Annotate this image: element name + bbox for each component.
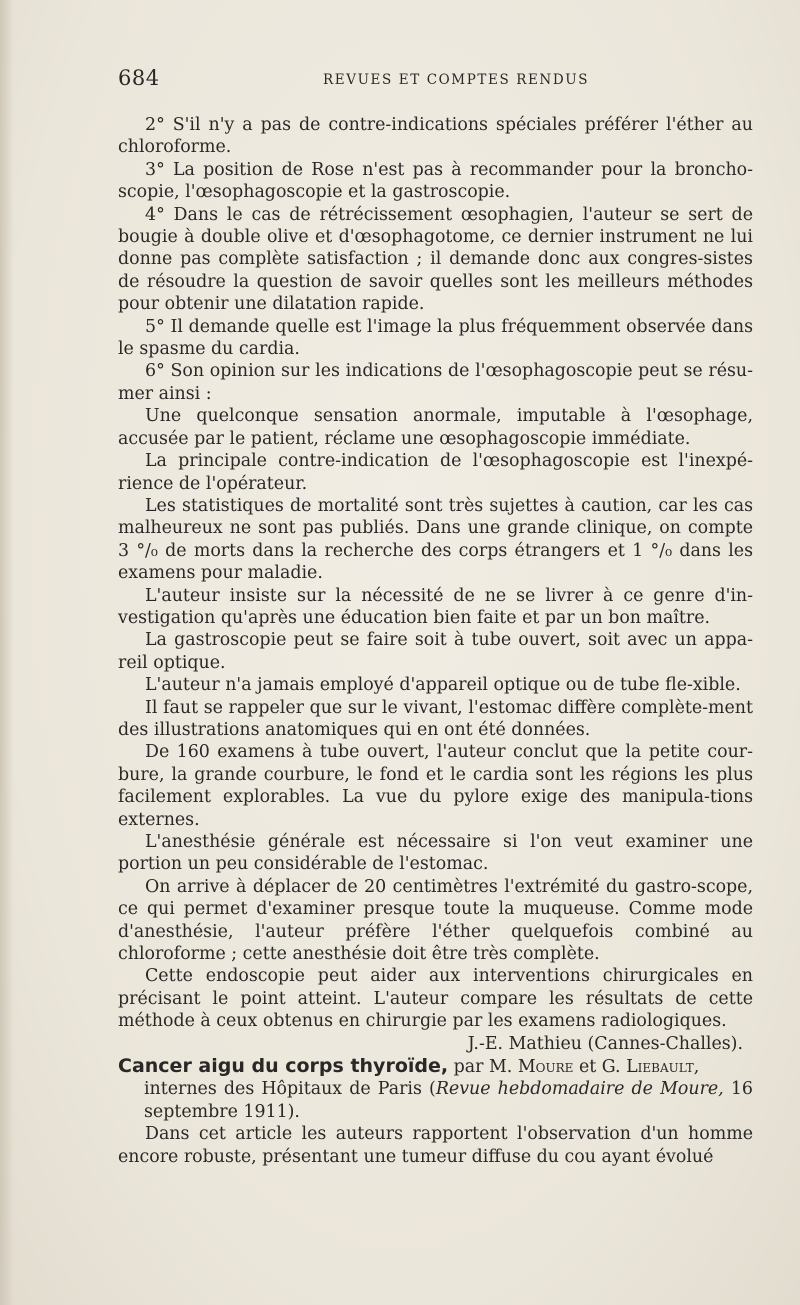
- article-body: [118, 114, 753, 1168]
- page-header: [118, 66, 748, 96]
- paragraph: Une quelconque sensation anormale, imputable à l'œsophage, accusée par le patient, réclame une œsophagoscopie immédiate.: [118, 406, 753, 449]
- paragraph: Les statistiques de mortalité sont très sujettes à caution, car les cas malheureux ne sont pas publiés. Dans une grande clinique, on compte 3 °/₀ de morts dans la recherche des corps étrangers et 1 °/₀ dans les examens pour maladie.: [118, 495, 753, 584]
- paragraph: Il faut se rappeler que sur le vivant, l'estomac diffère complète-ment des illustrations anatomiques qui en ont été données.: [118, 697, 753, 740]
- paragraph: L'anesthésie générale est nécessaire si l'on veut examiner une portion un peu considérable de l'estomac.: [118, 832, 753, 875]
- review-date: 16 septembre 1911).: [144, 1079, 753, 1122]
- paragraph: Cette endoscopie peut aider aux interventions chirurgicales en précisant le point atteint. L'auteur compare les résultats de cette méthode à ceux obtenus en chirurgie par les examens radiologiques.: [118, 966, 753, 1032]
- paragraph: 6° Son opinion sur les indications de l'œsophagoscopie peut se résu-mer ainsi :: [118, 361, 753, 404]
- review-author-2: G. Liebault,: [601, 1057, 700, 1078]
- review-affiliation: internes des Hôpitaux de Paris (: [144, 1079, 436, 1100]
- author-signature: J.-E. Mathieu (Cannes-Challes).: [467, 1033, 743, 1054]
- paragraph: 5° Il demande quelle est l'image la plus fréquemment observée dans le spasme du cardia.: [118, 316, 753, 360]
- review-and: et: [578, 1057, 597, 1078]
- running-head: REVUES ET COMPTES RENDUS: [323, 72, 590, 88]
- paragraph: 3° La position de Rose n'est pas à recommander pour la broncho-scopie, l'œsophagoscopie et la gastroscopie.: [118, 159, 753, 203]
- review-title: Cancer aigu du corps thyroïde,: [118, 1055, 449, 1078]
- paragraph: 2° S'il n'y a pas de contre-indications spéciales préférer l'éther au chloroforme.: [118, 115, 753, 158]
- paragraph: La principale contre-indication de l'œsophagoscopie est l'inexpé-rience de l'opérateur.: [118, 451, 753, 494]
- paragraph: 4° Dans le cas de rétrécissement œsophagien, l'auteur se sert de bougie à double olive et d'œsophagotome, ce dernier instrument ne lui donne pas complète satisfaction ; il demande donc aux congres-sistes de résoudre la question de savoir quelles sont les meilleurs méthodes pour obtenir une dilatation rapide.: [118, 204, 753, 315]
- paragraph: On arrive à déplacer de 20 centimètres l'extrémité du gastro-scope, ce qui permet d'examiner presque toute la muqueuse. Comme mode d'anesthésie, l'auteur préfère l'éther quelquefois combiné au chloroforme ; cette anesthésie doit être très complète.: [118, 876, 753, 965]
- paragraph: Dans cet article les auteurs rapportent l'observation d'un homme encore robuste, présentant une tumeur diffuse du cou ayant évolué: [118, 1124, 753, 1167]
- paragraph: De 160 examens à tube ouvert, l'auteur conclut que la petite cour-bure, la grande courbure, le fond et le cardia sont les régions les plus facilement explorables. La vue du pylore exige des manipula-tions externes.: [118, 742, 753, 830]
- page-edge-shadow: [0, 0, 14, 1305]
- review-source: [118, 1078, 753, 1123]
- review-author-1: M. Moure: [488, 1057, 574, 1078]
- paragraph: L'auteur n'a jamais employé d'appareil optique ou de tube fle-xible.: [145, 675, 741, 696]
- review-entry: [118, 1055, 753, 1123]
- paragraph: La gastroscopie peut se faire soit à tube ouvert, soit avec un appa-reil optique.: [118, 630, 753, 673]
- review-by: par: [453, 1057, 484, 1078]
- paragraph: L'auteur insiste sur la nécessité de ne se livrer à ce genre d'in-vestigation qu'après une éducation bien faite et par un bon maître.: [118, 585, 753, 628]
- review-journal: Revue hebdomadaire de Moure,: [435, 1079, 724, 1100]
- page-number: 684: [118, 66, 160, 90]
